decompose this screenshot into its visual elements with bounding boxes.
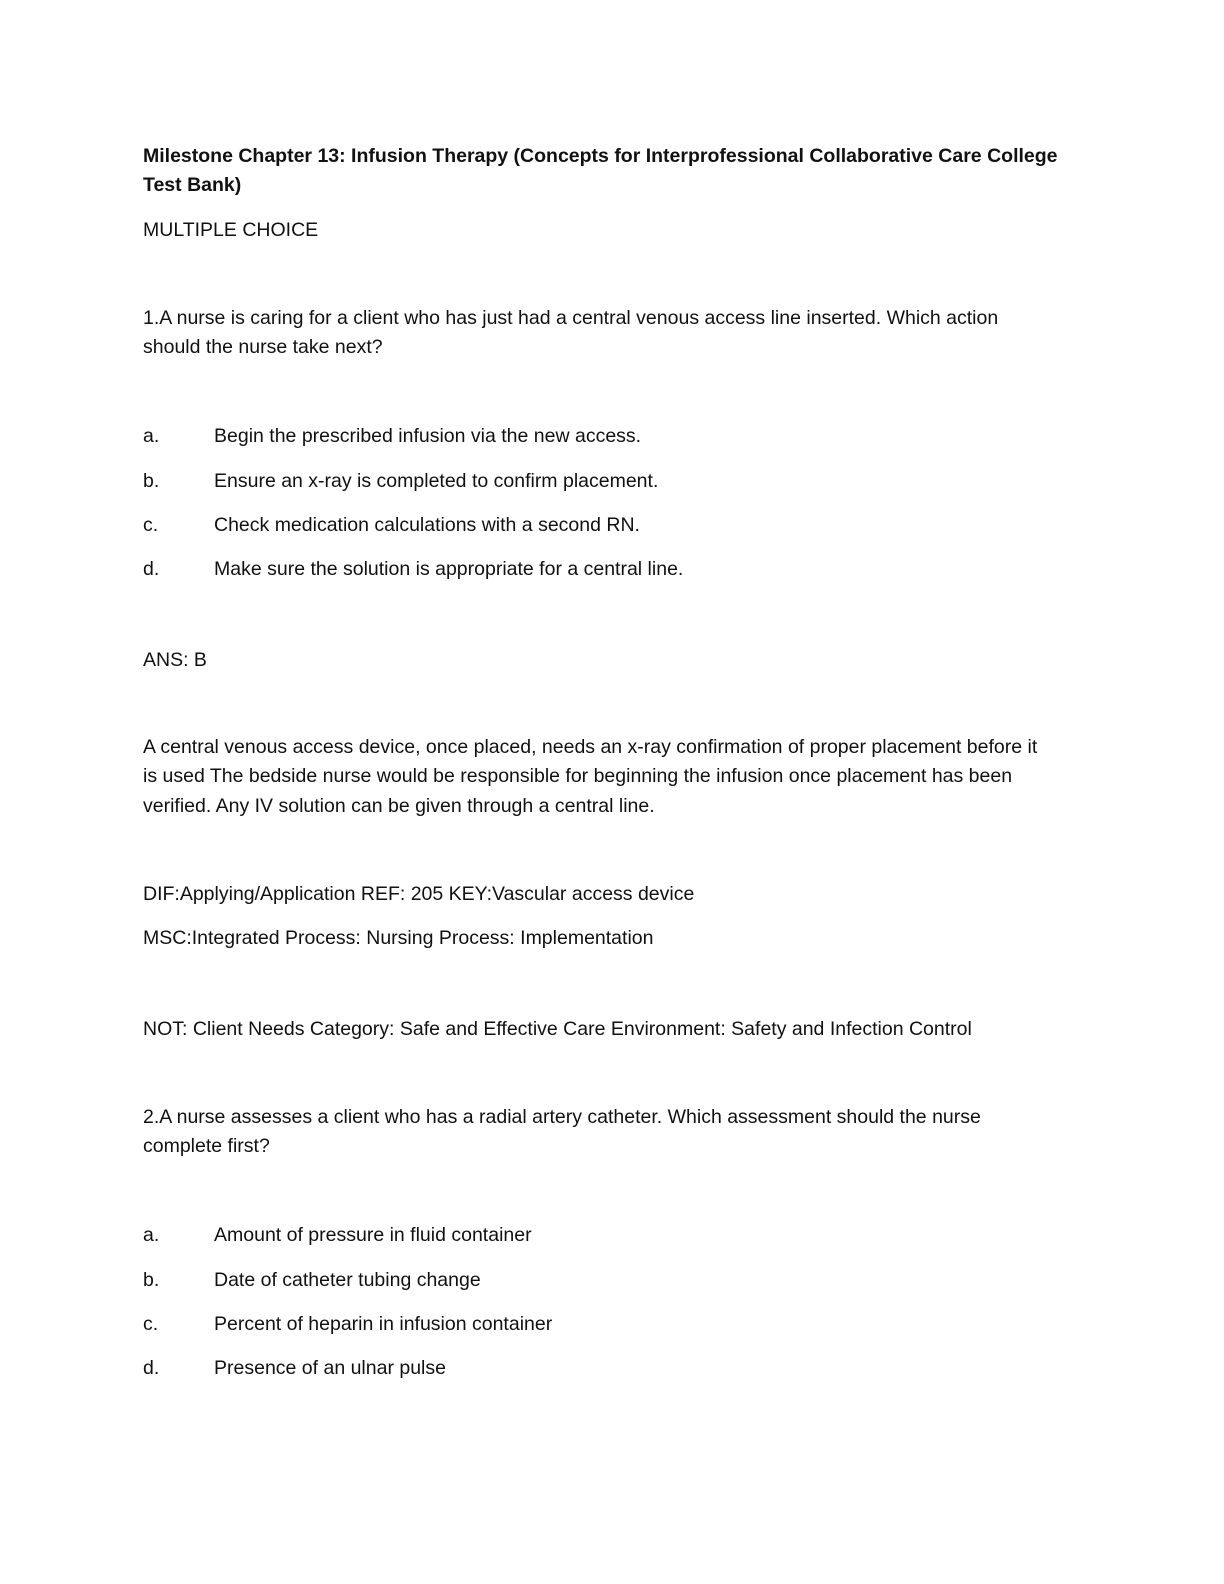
question-1-rationale-line-1: A central venous access device, once placed, needs an x-ray confirmation of proper placement before it — [143, 736, 1038, 758]
option-text: Ensure an x-ray is completed to confirm placement. — [214, 470, 659, 492]
option-text: Check medication calculations with a second RN. — [214, 514, 640, 536]
option-letter: c. — [143, 514, 159, 536]
option-text: Percent of heparin in infusion container — [214, 1313, 553, 1335]
option-letter: d. — [143, 558, 160, 580]
question-1-rationale-line-2: is used The bedside nurse would be responsible for beginning the infusion once placement has been — [143, 765, 1013, 787]
option-letter: a. — [143, 1224, 160, 1246]
document-title-line-1: Milestone Chapter 13: Infusion Therapy (Concepts for Interprofessional Collaborative Care College — [143, 145, 1058, 167]
section-heading: MULTIPLE CHOICE — [143, 219, 319, 241]
option-letter: c. — [143, 1313, 159, 1335]
option-text: Presence of an ulnar pulse — [214, 1357, 446, 1379]
question-1-meta-msc: MSC:Integrated Process: Nursing Process: Implementation — [143, 927, 654, 949]
question-1-rationale-line-3: verified. Any IV solution can be given through a central line. — [143, 795, 655, 817]
option-letter: b. — [143, 1269, 160, 1291]
option-letter: b. — [143, 470, 160, 492]
question-1-meta-not: NOT: Client Needs Category: Safe and Effective Care Environment: Safety and Infection Control — [143, 1018, 972, 1040]
question-1-answer: ANS: B — [143, 649, 207, 671]
option-text: Make sure the solution is appropriate for a central line. — [214, 558, 684, 580]
document-title-line-2: Test Bank) — [143, 174, 242, 196]
question-1-stem-line-2: should the nurse take next? — [143, 336, 383, 358]
question-1-meta-dif-ref-key: DIF:Applying/Application REF: 205 KEY:Vascular access device — [143, 883, 695, 905]
option-letter: d. — [143, 1357, 160, 1379]
question-2-stem-line-1: 2.A nurse assesses a client who has a radial artery catheter. Which assessment should the nurse — [143, 1106, 981, 1128]
option-text: Amount of pressure in fluid container — [214, 1224, 532, 1246]
option-text: Begin the prescribed infusion via the new access. — [214, 425, 642, 447]
option-letter: a. — [143, 425, 160, 447]
question-2-stem-line-2: complete first? — [143, 1135, 270, 1157]
question-1-stem-line-1: 1.A nurse is caring for a client who has just had a central venous access line inserted. Which action — [143, 307, 999, 329]
option-text: Date of catheter tubing change — [214, 1269, 481, 1291]
